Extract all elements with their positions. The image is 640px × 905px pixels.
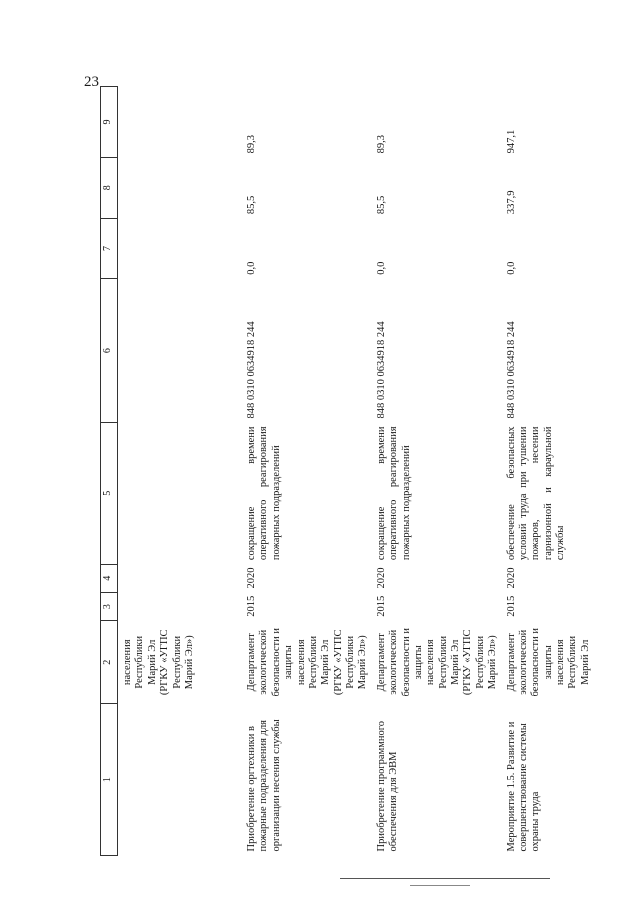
page-number: 23 bbox=[84, 74, 99, 90]
cell-end-year: 2020 bbox=[505, 567, 517, 589]
cell-value-8: 337,9 bbox=[505, 190, 517, 215]
cell-start-year: 2015 bbox=[375, 595, 387, 617]
cell-result: обеспечение безопасных условий труда при тушении пожаров, несении гарнизонной и караульной службы bbox=[505, 426, 566, 561]
scan-edge-line-short bbox=[410, 885, 470, 886]
cell-value-8: 85,5 bbox=[246, 195, 257, 215]
cell-budget-code: 848 0310 0634918 244 bbox=[375, 321, 387, 419]
cell-value-9: 89,3 bbox=[375, 135, 387, 154]
table-row bbox=[243, 87, 373, 856]
cell-start-year: 2015 bbox=[505, 595, 517, 617]
column-header-7: 7 bbox=[101, 218, 118, 279]
cell-value-7: 0,0 bbox=[505, 261, 517, 275]
cell-budget-code bbox=[118, 279, 244, 423]
scan-edge-line bbox=[340, 878, 550, 879]
column-header-4: 4 bbox=[101, 564, 118, 592]
cell-executor: Департамент экологической безопасности и защиты населения Республики Марий Эл (РГКУ «УГПС Республики Марий Эл») bbox=[375, 628, 499, 697]
cell-activity bbox=[118, 704, 244, 856]
cell-end-year: 2020 bbox=[246, 567, 257, 589]
cell-value-9: 89,3 bbox=[246, 135, 257, 154]
cell-executor: Департамент экологической безопасности и защиты населения Республики Марий Эл bbox=[505, 628, 591, 697]
cell-executor: Департамент экологической безопасности и защиты населения Республики Марий Эл (РГКУ «УГПС Республики Марий Эл») bbox=[246, 628, 369, 697]
table-row bbox=[118, 87, 244, 856]
column-header-3: 3 bbox=[101, 592, 118, 620]
table-row bbox=[503, 87, 627, 856]
cell-value-7: 0,0 bbox=[246, 261, 257, 275]
column-header-2: 2 bbox=[101, 621, 118, 704]
table-header-row bbox=[101, 87, 118, 856]
cell-value-7 bbox=[118, 218, 244, 279]
rotated-table-wrapper bbox=[100, 86, 620, 856]
column-header-6: 6 bbox=[101, 279, 118, 423]
cell-executor: населения Республики Марий Эл (РГКУ «УГПС Республики Марий Эл») bbox=[122, 629, 195, 696]
cell-value-9: 947,1 bbox=[505, 129, 517, 154]
column-header-1: 1 bbox=[101, 704, 118, 856]
cell-value-7: 0,0 bbox=[375, 261, 387, 275]
cell-activity: Приобретение оргтехники в пожарные подразделения для организации несения службы bbox=[246, 719, 282, 852]
column-header-9: 9 bbox=[101, 87, 118, 158]
cell-value-8 bbox=[118, 157, 244, 218]
cell-budget-code: 848 0310 0634918 244 bbox=[505, 321, 517, 419]
table-row bbox=[373, 87, 503, 856]
cell-start-year bbox=[118, 592, 244, 620]
column-header-5: 5 bbox=[101, 422, 118, 564]
cell-end-year bbox=[118, 564, 244, 592]
cell-result: сокращение времени оперативного реагирования пожарных подразделений bbox=[375, 426, 412, 561]
cell-activity: Мероприятие 1.5. Развитие и совершенствование системы охраны труда bbox=[505, 721, 542, 852]
cell-start-year: 2015 bbox=[246, 595, 257, 617]
column-header-8: 8 bbox=[101, 157, 118, 218]
cell-activity: Приобретение программного обеспечения для ЭВМ bbox=[375, 720, 400, 852]
cell-value-9 bbox=[118, 87, 244, 158]
cell-end-year: 2020 bbox=[375, 567, 387, 589]
cell-result bbox=[118, 422, 244, 564]
cell-result: сокращение времени оперативного реагирования пожарных подразделений bbox=[246, 426, 282, 561]
cell-budget-code: 848 0310 0634918 244 bbox=[246, 321, 257, 419]
budget-table bbox=[100, 86, 627, 856]
cell-value-8: 85,5 bbox=[375, 195, 387, 215]
